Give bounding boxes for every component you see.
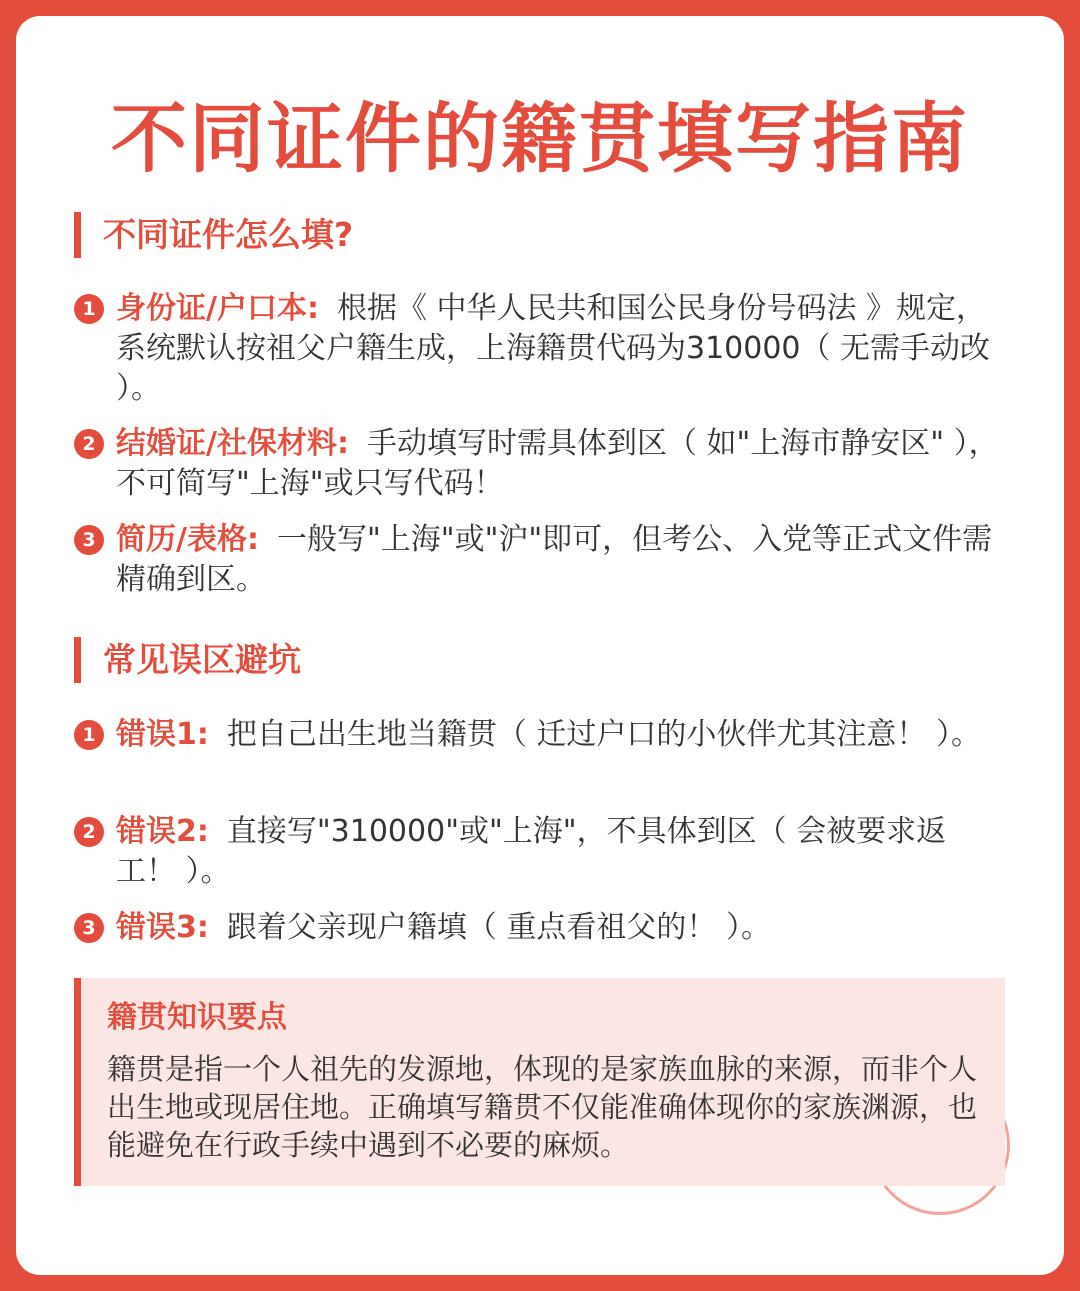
number-badge: 3 (74, 913, 104, 943)
section-heading-documents: 不同证件怎么填? (74, 212, 353, 258)
list-item (74, 715, 1004, 755)
number-badge: 2 (74, 817, 104, 847)
list-item (74, 812, 1004, 892)
knowledge-note-box (74, 978, 1005, 1186)
item-text: 手动填写时需具体到区（ 如"上海市静安区" ），不可简写"上海"或只写代码！ (116, 426, 999, 501)
section-heading-mistakes: 常见误区避坑 (74, 637, 301, 683)
list-item (74, 289, 1004, 409)
item-label: 错误2: (116, 814, 209, 849)
page-title: 不同证件的籍贯填写指南 (111, 94, 969, 183)
item-text: 跟着父亲现户籍填（ 重点看祖父的！ ）。 (226, 910, 771, 945)
note-text: 籍贯是指一个人祖先的发源地，体现的是家族血脉的来源，而非个人出生地或现居住地。正确填写籍贯不仅能准确体现你的家族渊源，也能避免在行政手续中遇到不必要的麻烦。 (107, 1052, 978, 1162)
note-title: 籍贯知识要点 (107, 1000, 287, 1035)
list-item (74, 908, 1004, 948)
number-badge: 3 (74, 525, 104, 555)
number-badge: 1 (74, 294, 104, 324)
content-card (16, 16, 1064, 1275)
item-label: 身份证/户口本: (116, 291, 319, 326)
item-label: 简历/表格: (116, 522, 259, 557)
list-item (74, 424, 1004, 504)
item-text: 一般写"上海"或"沪"即可，但考公、入党等正式文件需精确到区。 (116, 522, 993, 597)
item-label: 结婚证/社保材料: (116, 426, 349, 461)
list-item (74, 520, 1004, 600)
item-label: 错误1: (116, 717, 209, 752)
item-label: 错误3: (116, 910, 209, 945)
item-text: 直接写"310000"或"上海"，不具体到区（ 会被要求返工！ ）。 (116, 814, 947, 889)
number-badge: 2 (74, 429, 104, 459)
number-badge: 1 (74, 720, 104, 750)
item-text: 把自己出生地当籍贯（ 迁过户口的小伙伴尤其注意！ ）。 (226, 717, 981, 752)
item-text: 根据《 中华人民共和国公民身份号码法 》规定，系统默认按祖父户籍生成，上海籍贯代码为310000（ 无需手动改 ）。 (116, 291, 991, 406)
